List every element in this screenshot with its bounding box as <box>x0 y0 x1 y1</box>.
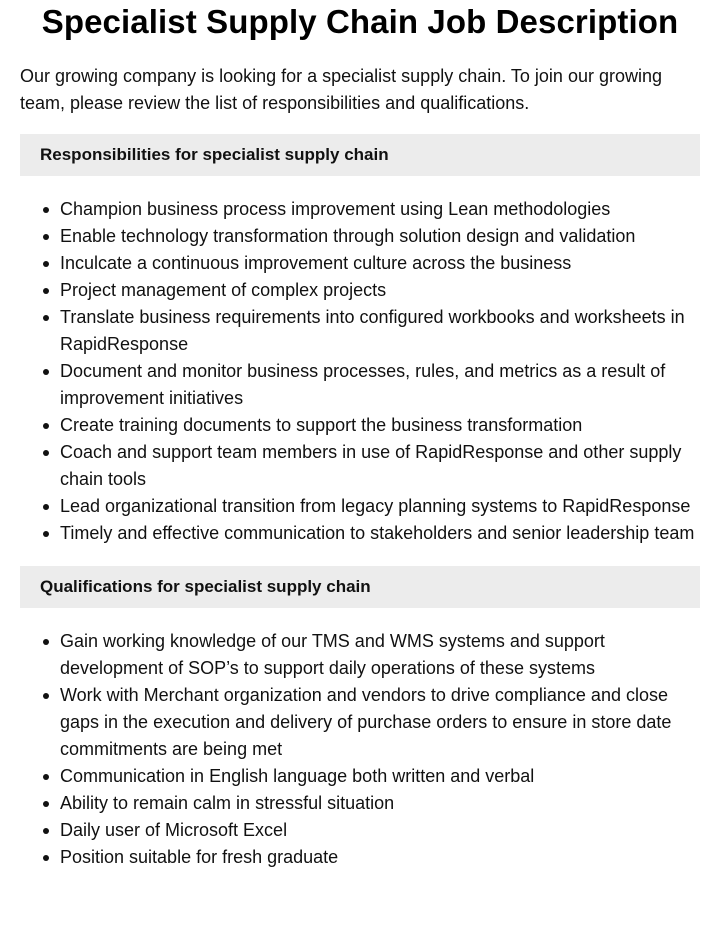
responsibility-text: Translate business requirements into configured workbooks and worksheets in RapidResponse <box>60 307 685 354</box>
bullet-icon <box>43 288 49 294</box>
qualification-item <box>40 790 700 817</box>
bullet-icon <box>43 531 49 537</box>
qualification-item <box>40 844 700 871</box>
qualification-text: Daily user of Microsoft Excel <box>60 820 288 840</box>
responsibility-item <box>40 493 700 520</box>
qualification-text: Communication in English language both written and verbal <box>60 766 535 786</box>
bullet-icon <box>43 639 49 645</box>
responsibility-item <box>40 277 700 304</box>
bullet-icon <box>43 369 49 375</box>
bullet-icon <box>43 423 49 429</box>
responsibility-item <box>40 250 700 277</box>
bullet-icon <box>43 801 49 807</box>
responsibility-item <box>40 196 700 223</box>
responsibility-item <box>40 412 700 439</box>
responsibilities-list <box>20 196 700 547</box>
qualification-text: Position suitable for fresh graduate <box>60 847 339 867</box>
responsibility-text: Inculcate a continuous improvement culture across the business <box>60 253 572 273</box>
qualifications-header: Qualifications for specialist supply chain <box>20 566 700 608</box>
responsibility-text: Create training documents to support the business transformation <box>60 415 583 435</box>
bullet-icon <box>43 504 49 510</box>
responsibility-item <box>40 439 700 493</box>
responsibility-item <box>40 223 700 250</box>
bullet-icon <box>43 855 49 861</box>
responsibility-text: Lead organizational transition from legacy planning systems to RapidResponse <box>60 496 691 516</box>
qualification-item <box>40 682 700 763</box>
qualification-text: Gain working knowledge of our TMS and WMS systems and support development of SOP’s to support daily operations of these systems <box>60 631 605 678</box>
bullet-icon <box>43 207 49 213</box>
bullet-icon <box>43 234 49 240</box>
bullet-icon <box>43 315 49 321</box>
qualifications-list <box>20 628 700 871</box>
responsibility-item <box>40 304 700 358</box>
bullet-icon <box>43 828 49 834</box>
qualification-item <box>40 817 700 844</box>
bullet-icon <box>43 261 49 267</box>
qualification-text: Work with Merchant organization and vendors to drive compliance and close gaps in the execution and delivery of purchase orders to ensure in store date commitments are being met <box>60 685 672 759</box>
responsibility-text: Champion business process improvement using Lean methodologies <box>60 199 611 219</box>
bullet-icon <box>43 693 49 699</box>
bullet-icon <box>43 450 49 456</box>
page-title: Specialist Supply Chain Job Description <box>41 3 679 40</box>
intro-paragraph: Our growing company is looking for a specialist supply chain. To join our growing team, please review the list of responsibilities and qualifications. <box>20 66 662 113</box>
responsibility-text: Enable technology transformation through solution design and validation <box>60 226 636 246</box>
qualification-item <box>40 628 700 682</box>
bullet-icon <box>43 774 49 780</box>
responsibility-text: Coach and support team members in use of RapidResponse and other supply chain tools <box>60 442 682 489</box>
responsibility-item <box>40 358 700 412</box>
qualification-text: Ability to remain calm in stressful situation <box>60 793 395 813</box>
responsibility-text: Timely and effective communication to stakeholders and senior leadership team <box>60 523 695 543</box>
responsibilities-header: Responsibilities for specialist supply chain <box>20 134 700 176</box>
responsibility-text: Project management of complex projects <box>60 280 387 300</box>
responsibility-item <box>40 520 700 547</box>
qualification-item <box>40 763 700 790</box>
responsibility-text: Document and monitor business processes, rules, and metrics as a result of improvement initiatives <box>60 361 666 408</box>
